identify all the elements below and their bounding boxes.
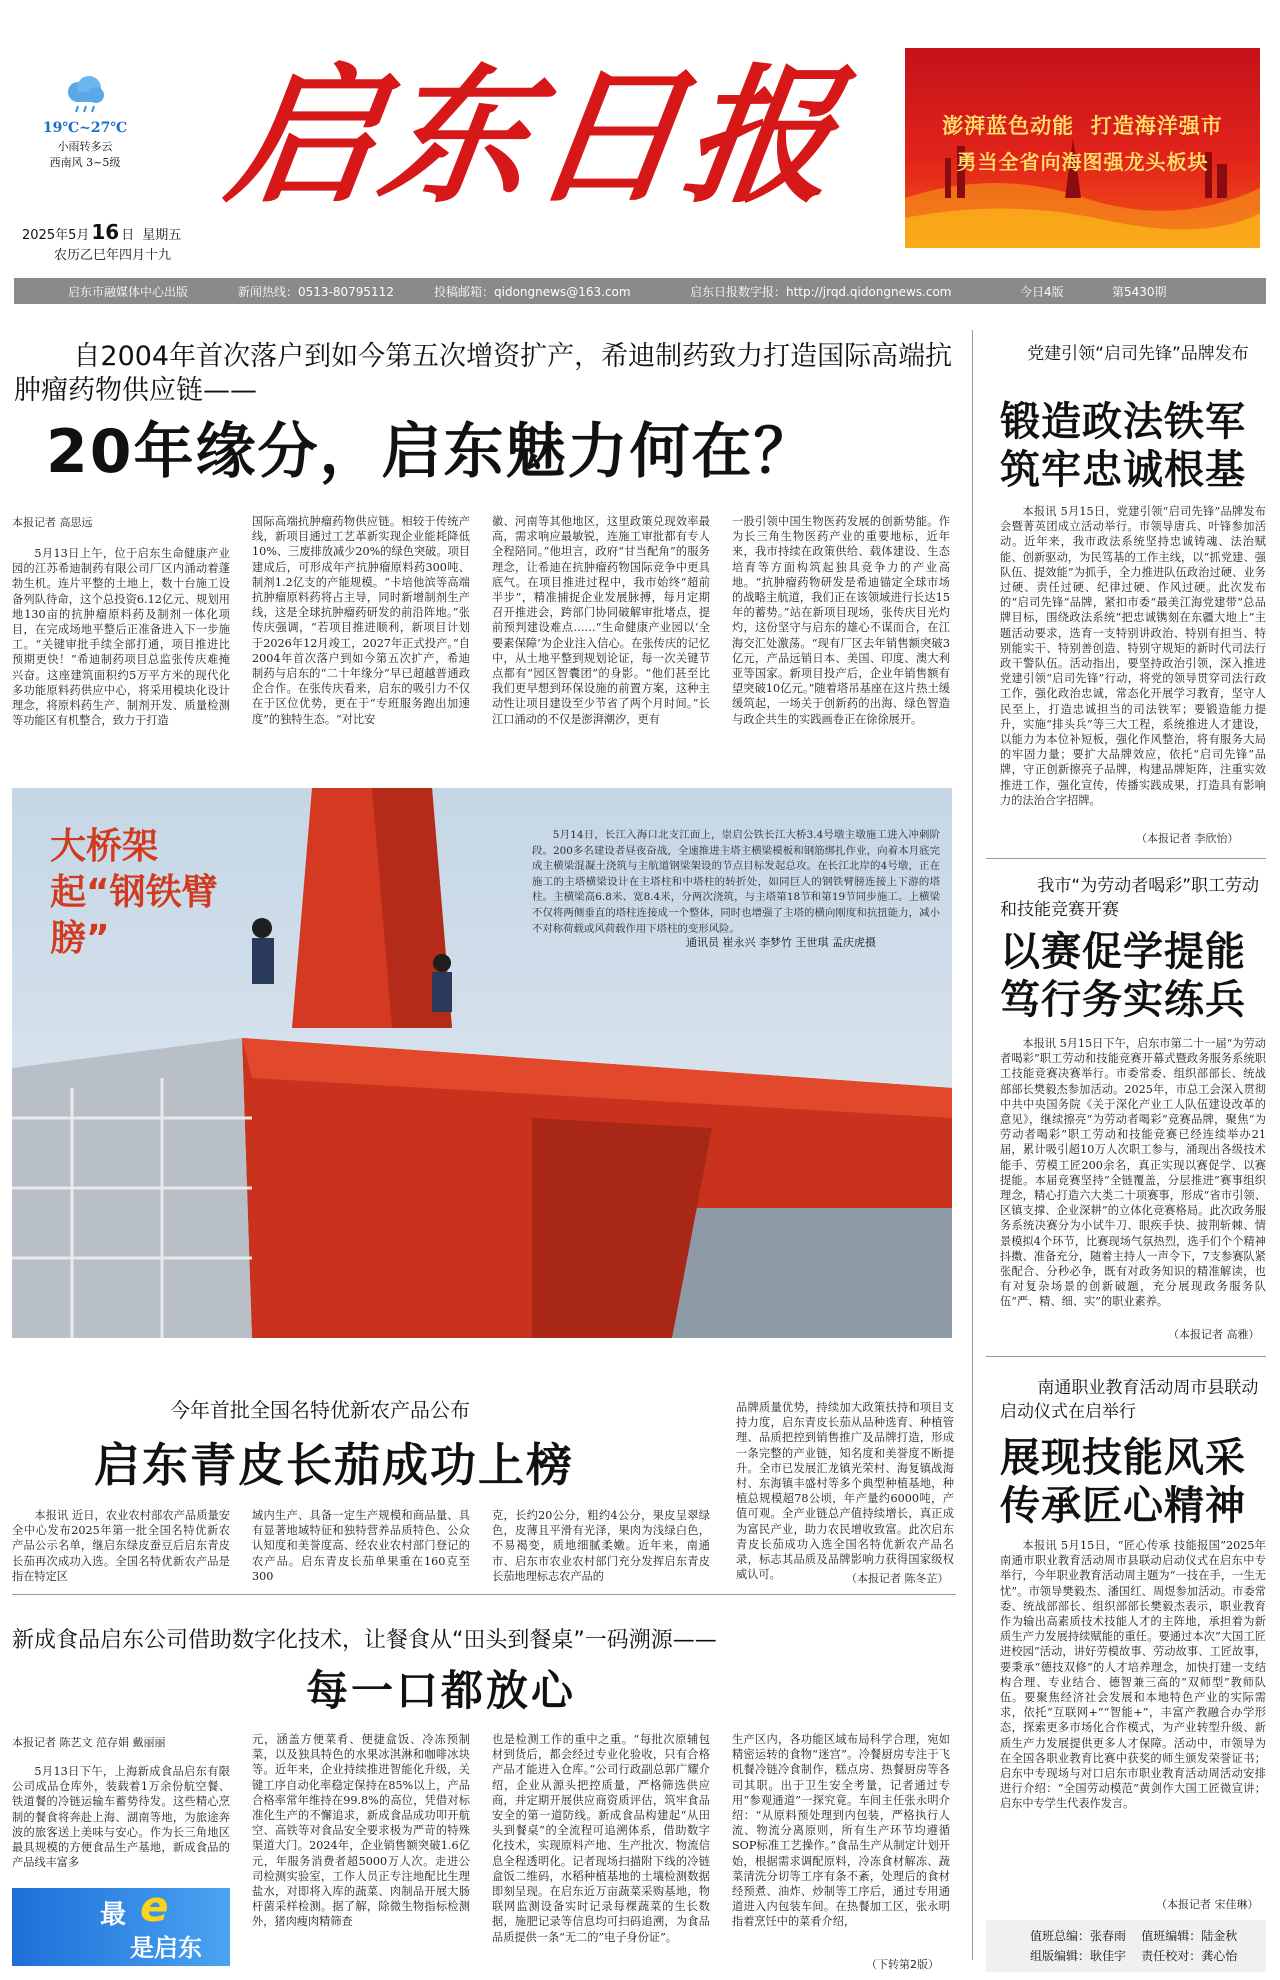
editors-line2: 组版编辑：耿佳宇 责任校对：龚心怡 [1030,1949,1238,1963]
editors-line1: 值班总编：张春雨 值班编辑：陆金秋 [1030,1929,1238,1943]
bridge-photo [12,788,952,1338]
weather-block [40,74,130,182]
lead-kicker: 自2004年首次落户到如今第五次增资扩产，希迪制药致力打造国际高端抗肿瘤药物供应链—— [14,341,953,406]
eggplant-column-4: 品牌质量优势，持续加大政策扶持和项目支持力度，启东青皮长茄从品种选育、种植管理、品质把控到销售推广及品牌打造，形成一条完整的产业链，知名度和美誉度不断提升。全市已发展汇龙镇光荣村、海复镇战海村、东海镇丰盛村等多个典型种植基地，种植总规模超78公顷，年产量约6000吨，产值可观。全产业链总产值持续增长，真正成为富民产业，助力农民增收致富。此次启东青皮长茄成功入选全国名特优新农产品名录，标志其品质及品牌影响力获得国家级权威认可。 [736,1401,954,1582]
food-column-3: 也是检测工作的重中之重。“每批次原辅包材到货后，都会经过专业化验收，只有合格产品才能进入仓库。”公司行政副总郭广耀介绍，企业从源头把控质量，严格筛选供应商，并定期开展供应商资质评估，筑牢食品安全的第一道防线。新成食品构建起“从田头到餐桌”的全流程可追溯体系，借助数字化技术，实现原料产地、生产批次、物流信息全程透明化。记者现场扫描附下线的冷链盒饭二维码，水稻种植基地的土壤检测数据即刻呈现。在启东近万亩蔬菜采购基地，物联网监测设备实时记录每棵蔬菜的生长数据，施肥记录等信息均可扫码追溯，为食品品质提供一条“无二的”电子身份证”。 [492,1733,710,1944]
side2-kicker: 我市“为劳动者喝彩”职工劳动和技能竞赛开赛 [1000,876,1260,920]
eggplant-headline: 启东青皮长茄成功上榜 [94,1438,574,1492]
right-column-divider [972,330,973,1960]
date-unit: 日 [121,228,135,243]
date-year-month: 2025年5月 [22,228,90,243]
photo-caption: 5月14日，长江入海口北支江面上，崇启公铁长江大桥3.4号墩主墩施工进入冲刺阶段。200多名建设者昼夜奋战，全速推进主塔主横梁模板和钢筋绑扎作业，向着本月底完成主横梁混凝土浇筑与主航道钢梁架设的节点目标发起总攻。在长江北岸的4号墩，正在施工的主塔横梁设计在主塔柱和中塔柱的转折处，如同巨人的钢铁臂膀连接上下游的塔柱。主横梁高6.8米、宽8.4米，分两次浇筑，与主塔第18节和第19节同步施工。上横梁不仅将两侧垂直的塔柱连接成一个整体，同时也增强了主塔的横向刚度和抗扭能力，减小不对称荷载或风荷载作用下塔柱的变形风险。 [532,829,940,935]
food-byline: 本报记者 陈艺文 范存娟 戴丽丽 [12,1736,166,1749]
eggplant-byline: （本报记者 陈冬芷） [846,1572,949,1585]
rain-cloud-icon [62,74,108,118]
divider-side2 [986,1356,1266,1357]
side3-byline: （本报记者 宋佳琳） [1156,1898,1259,1911]
photo-title: 大桥架起“钢铁臂膀” [50,826,218,959]
lead-column-3: 徽、河南等其他地区，这里政策兑现效率最高，需求响应最敏锐，连施工审批都有专人全程陪同。”他坦言，政府“甘当配角”的服务理念，让希迪在抗肿瘤药物国际竞争中更具底气。在项目推进过程中，我市始终“超前半步”，精准捕捉企业发展脉搏，每月定期召开推进会，跨部门协同破解审批堵点，提前预判建设难点……“生命健康产业园以‘全要素保障’为企业注入信心。在张传庆的记忆中，从土地平整到规划论证，每一次关键节点都有“园区智囊团”的身影。“他们甚至比我们更早想到环保设施的前置方案，这种主动性让项目建设至少节省了两个月时间。”长江口涌动的不仅是澎湃潮汐，更有 [492,515,710,726]
lead-column-1: 5月13日上午，位于启东生命健康产业园的江苏希迪制药有限公司厂区内涌动着蓬勃生机。连片平整的土地上，数十台施工设备列队待命，这个总投资6.12亿元、规划用地130亩的抗肿瘤原料药及制剂一体化项目，在完成场地平整后正准备进入下一步施工。“关键审批手续全部打通，项目推进比预期更快！”希迪制药项目总监张传庆难掩兴奋。这座建筑面积约5万平方米的现代化多功能原料药供应中心，将采用模块化设计理念，将原料药生产、制剂开发、质量检测等功能区有机整合，致力于打造 [12,547,230,728]
date-day: 16 [91,220,120,244]
eggplant-column-1: 本报讯 近日，农业农村部农产品质量安全中心发布2025年第一批全国名特优新农产品公示名单，继启东绿皮蚕豆后启东青皮长茄再次成功入选。全国名特优新农产品是指在特定区 [12,1509,230,1583]
side3-kicker: 南通职业教育活动周市县联动启动仪式在启举行 [1000,1378,1259,1422]
side3-body: 本报讯 5月15日，“匠心传承 技能报国”2025年南通市职业教育活动周市县联动启动仪式在启东中专举行，今年职业教育活动周主题为“一技在手，一生无忧”。市领导樊毅杰、潘国红、周煜参加活动。市委常委、统战部部长、组织部部长樊毅杰表示，职业教育作为输出高素质技术技能人才的主阵地，承担着为新质生产力发展持续赋能的重任。要通过本次“大国工匠进校园”活动，讲好劳模故事、劳动故事、工匠故事，要秉承“德技双修”的人才培养理念，加快打建一支结构合理、专业结合、德智兼三高的“双师型”教师队伍。要聚焦经济社会发展和本地特色产业的实际需求，依托“互联网+”“智能+”，丰富产教融合办学形态，探索更多市场化合作模式，为产业转型升级、新质生产力发展提供更多人才保障。活动中，市领导为在全国各职业教育比赛中获奖的师生颁发荣誉证书；启东中专现场与对口启东市职业教育活动周活动安排进行介绍：“全国劳动模范”黄剑作大国工匠微宣讲；启东中专学生代表作发言。 [1000,1539,1266,1811]
info-bar [14,278,1266,304]
lead-column-2: 国际高端抗肿瘤药物供应链。相较于传统产线，新项目通过工艺革新实现企业能耗降低10%、三废排放减少20%的绿色突破。项目建成后，可形成年产抗肿瘤原料药300吨、制剂1.2亿支的产能规模。“卡培他滨等高端抗肿瘤原料药将占主导，同时新增制剂生产线，这是全球抗肿瘤药研发的前沿阵地。”张传庆强调，“若项目推进顺利，新项目计划于2026年12月竣工，2027年正式投产。”自2004年首次落户到如今第五次扩产，希迪制药与启东的“二十年缘分”早已超越普通政企合作。在张传庆看来，启东的吸引力不仅在于区位优势，更在于“专班服务跑出加速度”的独特生态。“对比安 [252,515,470,726]
news-hotline: 新闻热线：0513-80795112 [238,284,394,299]
lead-headline: 20年缘分，启东魅力何在？ [46,417,816,487]
eggplant-column-3: 克，长约20公分，粗约4公分，果皮呈翠绿色，皮薄且平滑有光泽，果肉为浅绿白色，不易褐变，质地细腻柔嫩。近年来，南通市、启东市农业农村部门充分发挥启东青皮长茄地理标志农产品的 [492,1509,710,1583]
lead-column-4: 一股引领中国生物医药发展的创新势能。作为长三角生物医药产业的重要地标，近年来，我市持续在政策供给、载体建设、生态培育等方面构筑起独具竞争力的产业高地。“抗肿瘤药物研发是希迪锚定全球市场的战略主航道，我们正在该领域进行长达15年的蓄势。”站在新项目现场，张传庆目光灼灼，这份坚守与启东的雄心不谋而合，在江海交汇处激荡。“现有厂区去年销售额突破3亿元，产品远销日本、美国、印度、澳大利亚等国家。新项目投产后，企业年销售额有望突破10亿元。”随着塔吊基座在这片热土缓缓筑起，一场关于创新药的出海、绿色智造与政企共生的实践画卷正在徐徐展开。 [732,515,950,726]
banner-line2: 勇当全省向海图强龙头板块 [956,150,1209,174]
publisher: 启东市融媒体中心出版 [68,284,189,299]
side2-byline: （本报记者 高雅） [1168,1328,1260,1341]
food-column-1: 5月13日下午，上海新成食品启东有限公司成品仓库外，装载着1万余份航空餐、铁道餐的冷链运输车蓄势待发。这些精心烹制的餐食将奔赴上海、湖南等地，为旅途奔波的旅客送上美味与安心。作为长三角地区最具规模的方便食品生产基地，新成食品的产品线丰富多 [12,1765,230,1870]
wind: 西南风 3~5级 [49,156,121,169]
date-block [22,222,222,266]
temperature: 19℃~27℃ [42,120,128,136]
banner-line1: 澎湃蓝色动能 打造海洋强市 [942,113,1223,138]
editors-box [986,1920,1266,1972]
photo-credit: 通讯员 崔永兴 李梦竹 王世琪 孟庆虎摄 [686,936,876,949]
food-headline: 每一口都放心 [306,1666,577,1715]
side2-headline: 以赛促学提能笃行务实练兵 [1000,929,1246,1023]
food-column-4: 生产区内，各功能区域布局科学合理，宛如精密运转的食物“迷宫”。冷餐厨房专注于飞机餐冷链冷食制作，糕点房、热餐厨房等各司其职。出于卫生安全考量，记者通过专用“参观通道”一探究竟。车间主任张永明介绍：“从原料预处理到内包装，严格执行人流、物流分离原则，所有生产环节均遵循SOP标准工艺操作。”食品生产从制定计划开始，根据需求调配原料，冷冻食材解冻、蔬菜清洗分切等工序有条不紊，处理后的食材经预煮、油炸、炒制等工序后，通过专用通道进入内包装车间。在热餐加工区，张永明指着烹饪中的菜肴介绍， [732,1733,950,1929]
side1-kicker: 党建引领“启司先锋”品牌发布 [1027,344,1249,364]
logo-text-2: 是启东 [130,1934,202,1962]
divider-eggplant-food [12,1594,956,1595]
banner [905,48,1260,248]
contribution-email: 投稿邮箱：qidongnews@163.com [434,284,631,299]
divider-side1 [986,858,1266,859]
issue-number: 第5430期 [1112,284,1167,299]
logo-text-1: 最 [100,1900,127,1930]
side1-byline: （本报记者 李欣怡） [1136,832,1239,845]
side1-headline: 锻造政法铁军筑牢忠诚根基 [1000,399,1246,493]
newspaper-title: 启东日报 [218,49,851,223]
food-kicker: 新成食品启东公司借助数字化技术，让餐食从“田头到餐桌”一码溯源—— [12,1628,717,1653]
page-count: 今日4版 [1020,284,1064,299]
food-column-2: 元，涵盖方便菜肴、便捷盒饭、冷冻预制菜，以及独具特色的水果冰淇淋和咖啡冰块等。近年来，企业持续推进智能化升级，关键工序自动化率稳定保持在85%以上，产品合格率常年维持在99.8%的高位，凭借对标准化生产的不懈追求，新成食品成功叩开航空、高铁等对食品安全要求极为严苛的特殊渠道大门。2024年，企业销售额突破1.6亿元，年服务消费者超5000万人次。走进公司检测实验室，工作人员正专注地配比生理盐水，对即将入库的蔬菜、肉制品开展大肠杆菌采样检测。据了解，除微生物指标检测外，猪肉瘦肉精筛查 [252,1733,470,1929]
food-continued: （下转第2版） [866,1958,939,1971]
digital-edition-link[interactable]: 启东日报数字报：http://jrqd.qidongnews.com [690,284,952,299]
lead-byline: 本报记者 高思远 [12,516,93,529]
eggplant-kicker: 今年首批全国名特优新农产品公布 [170,1398,470,1422]
side1-body: 本报讯 5月15日，党建引领“启司先锋”品牌发布会暨菁英团成立活动举行。市领导唐兵、叶锋参加活动。近年来，我市政法系统坚持忠诚铸魂、法治赋能、创新驱动，为民笃基的工作主线，以“抓党建、强队伍、提效能”为抓手，全力推进队伍政治过硬、业务过硬、责任过硬、纪律过硬、作风过硬。此次发布的“启司先锋”品牌，紧扣市委“最美江海党建带”总品牌目标，围绕政法系统“把忠诚镌刻在东疆大地上”主题活动要求，选育一支特别讲政治、特别有担当、特别能实干、特别善创造、特别守规矩的新时代司法行政干警队伍。活动指出，要坚持政治引领，深入推进党建引领“启司先锋”行动，将党的领导贯穿司法行政工作，强化政治忠诚，常态化开展学习教育，坚守人民至上，打造忠诚担当的司法铁军；要锻造能力提升，实施“排头兵”等三大工程，系统推进人才建设，以能力为本位补短板，强化作风整治，将有服务大局的牢固力量；要扩大品牌效应，依托“启司先锋”品牌，守正创新擦亮子品牌，构建品牌矩阵，注重实效推进工作，强化宣传，传播实践成果，打造具有影响力的法治合字招牌。 [1000,505,1266,807]
eggplant-column-2: 域内生产、具备一定生产规模和商品量、具有显著地域特征和独特营养品质特色、公众认知度和美誉度高、经农业农村部门登记的农产品。启东青皮长茄单果重在160克至300 [252,1509,470,1583]
logo-e: e [140,1882,169,1931]
side2-body: 本报讯 5月15日下午，启东市第二十一届“为劳动者喝彩”职工劳动和技能竞赛开幕式暨政务服务系统职工技能竞赛决赛举行。市委常委、组织部部长、统战部部长樊毅杰参加活动。2025年，市总工会深入贯彻中共中央国务院《关于深化产业工人队伍建设改革的意见》，继续擦亮“为劳动者喝彩”竞赛品牌，聚焦“为劳动者喝彩”职工劳动和技能竞赛已经连续举办21届，累计吸引超10万人次职工参与，涌现出各级技术能手、劳模工匠200余名，真正实现以赛促学、以赛提能。本届竞赛坚持“全链覆盖，分层推进”赛事组织理念，精心打造六大类二十项赛事，形成“省市引领、区镇支撑、企业深耕”的立体化竞赛格局。此次政务服务系统决赛分为小试牛刀、眼疾手快、披荆斩棘、情景模拟4个环节，比赛现场气氛热烈，选手们个个精神抖擞、准备充分，随着主持人一声令下，7支参赛队紧张配合、分秒必争，既有对政务知识的精准解读，也有对复杂场景的创新破题，充分展现政务服务队伍“严、精、细、实”的职业素养。 [1000,1037,1266,1309]
side3-headline: 展现技能风采传承匠心精神 [1000,1435,1246,1529]
weather-desc: 小雨转多云 [57,140,113,153]
weekday: 星期五 [142,228,182,243]
e-qidong-logo [12,1882,230,1966]
lunar-date: 农历乙巳年四月十九 [54,248,172,263]
